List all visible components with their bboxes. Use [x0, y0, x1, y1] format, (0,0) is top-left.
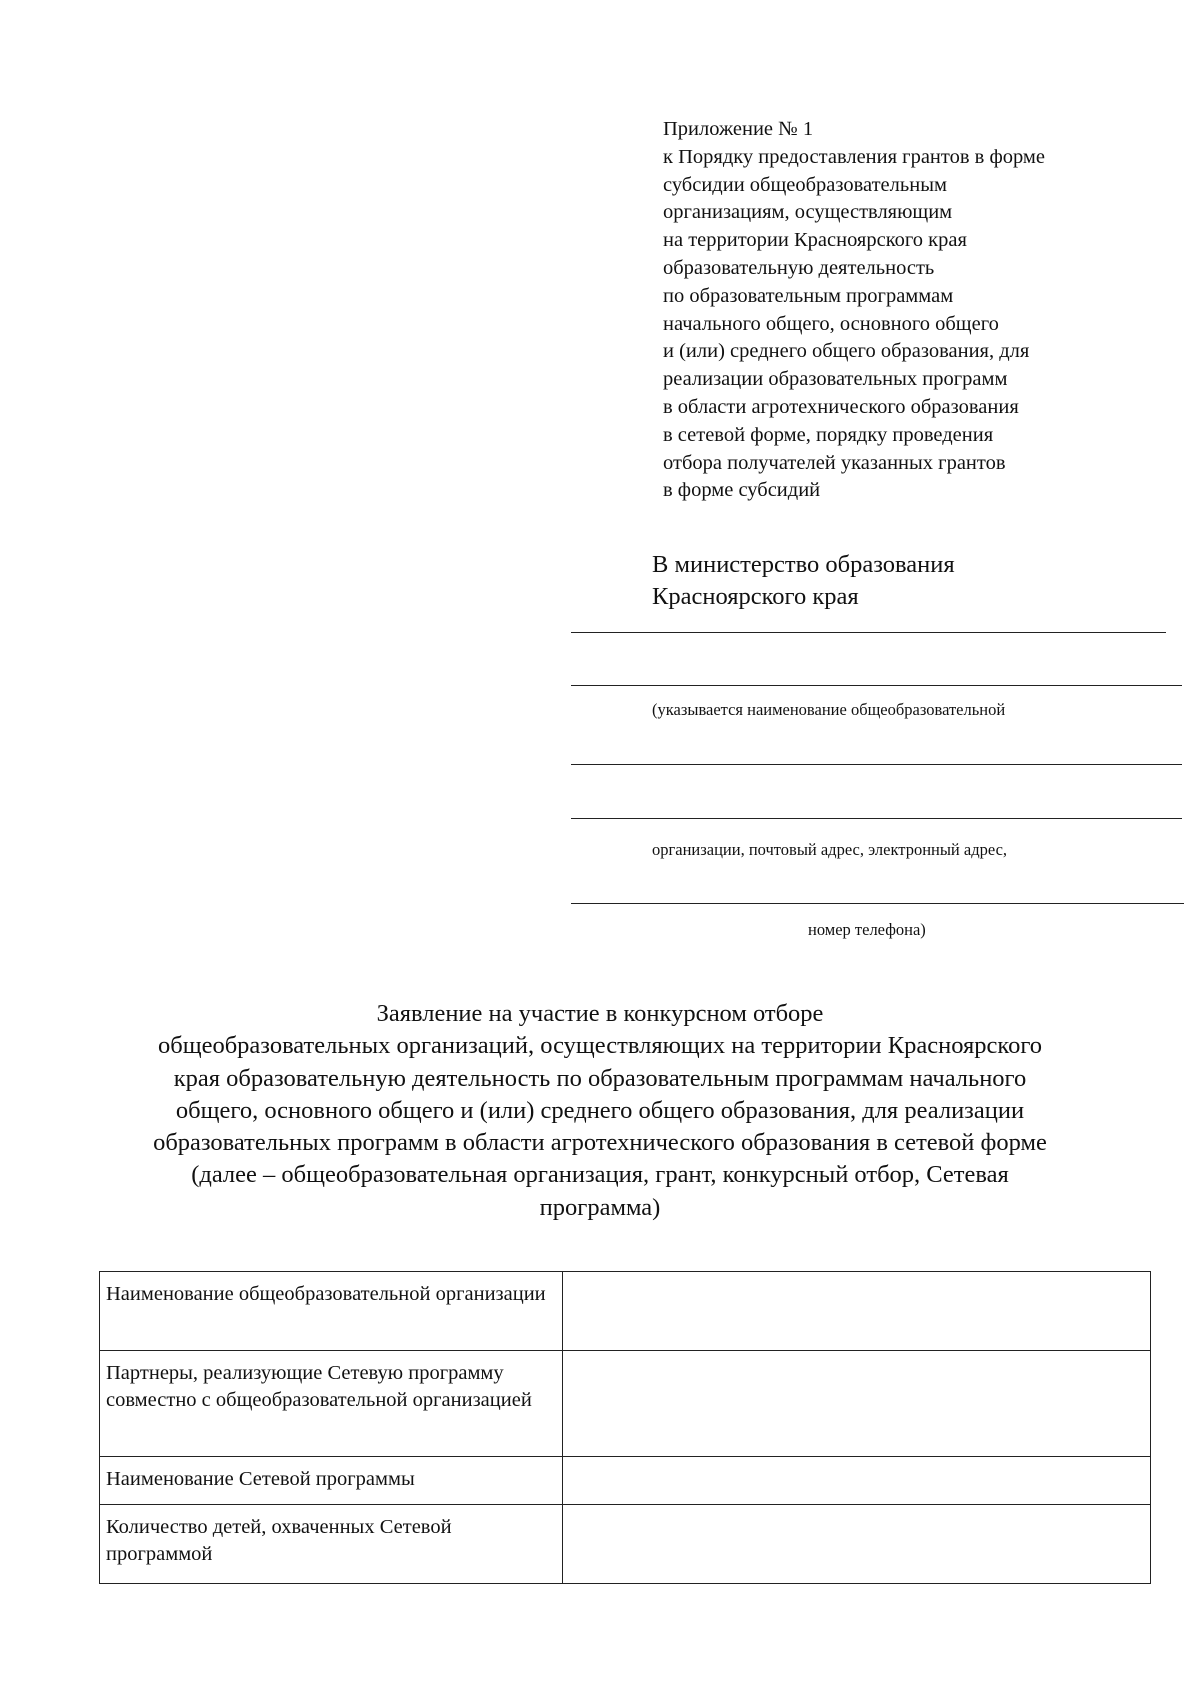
statement-line: программа) [539, 1193, 661, 1221]
appendix-line: организациям, осуществляющим [663, 201, 953, 224]
statement-line: общего, основного общего и (или) среднего общего образования, для реализации [175, 1096, 1025, 1124]
row-label-org-name: Наименование общеобразовательной организации [100, 1272, 563, 1351]
table-row [100, 1505, 1151, 1584]
appendix-line: в форме субсидий [663, 479, 821, 502]
application-form-table [99, 1271, 1151, 1584]
addressee-region: Красноярского края [652, 583, 859, 610]
addressee-ministry: В министерство образования [652, 551, 955, 578]
appendix-line: образовательную деятельность [663, 256, 935, 279]
table-row [100, 1272, 1151, 1351]
statement-line: (далее – общеобразовательная организация, грант, конкурсный отбор, Сетевая [191, 1161, 1009, 1189]
appendix-line: к Порядку предоставления грантов в форме [663, 145, 1045, 168]
row-label-partners: Партнеры, реализующие Сетевую программу совместно с общеобразовательной организацией [100, 1351, 563, 1457]
statement-line: общеобразовательных организаций, осуществляющих на территории Красноярского [157, 1032, 1043, 1060]
fill-line[interactable] [571, 903, 1184, 904]
row-value-children-count[interactable] [563, 1505, 1151, 1584]
table-row [100, 1351, 1151, 1457]
row-value-partners[interactable] [563, 1351, 1151, 1457]
appendix-reference [663, 116, 1143, 505]
statement-line: края образовательную деятельность по образовательным программам начального [173, 1064, 1027, 1092]
row-value-program-name[interactable] [563, 1457, 1151, 1505]
row-label-children-count: Количество детей, охваченных Сетевой программой [100, 1505, 563, 1584]
appendix-line: субсидии общеобразовательным [663, 173, 947, 196]
appendix-line: реализации образовательных программ [663, 368, 1008, 391]
appendix-line: начального общего, основного общего [663, 312, 999, 335]
addressee [652, 549, 955, 613]
statement-title: Заявление на участие в конкурсном отборе [376, 1000, 824, 1027]
appendix-line: в области агротехнического образования [663, 395, 1019, 418]
fill-line[interactable] [571, 818, 1182, 819]
hint-org-name: (указывается наименование общеобразовательной [652, 700, 1006, 719]
appendix-line: отбора получателей указанных грантов [663, 451, 1006, 474]
appendix-line: в сетевой форме, порядку проведения [663, 423, 994, 446]
statement-heading [100, 998, 1100, 1224]
appendix-line: на территории Красноярского края [663, 229, 967, 252]
statement-line: образовательных программ в области агротехнического образования в сетевой форме [153, 1129, 1047, 1157]
hint-org-address: организации, почтовый адрес, электронный адрес, [652, 840, 1008, 859]
row-value-org-name[interactable] [563, 1272, 1151, 1351]
appendix-title: Приложение № 1 [663, 118, 814, 140]
appendix-line: и (или) среднего общего образования, для [663, 340, 1030, 363]
fill-line[interactable] [571, 632, 1166, 633]
fill-line[interactable] [571, 685, 1182, 686]
hint-phone: номер телефона) [808, 920, 926, 939]
fill-line[interactable] [571, 764, 1182, 765]
row-label-program-name: Наименование Сетевой программы [100, 1457, 563, 1505]
appendix-line: по образовательным программам [663, 284, 954, 307]
table-row [100, 1457, 1151, 1505]
